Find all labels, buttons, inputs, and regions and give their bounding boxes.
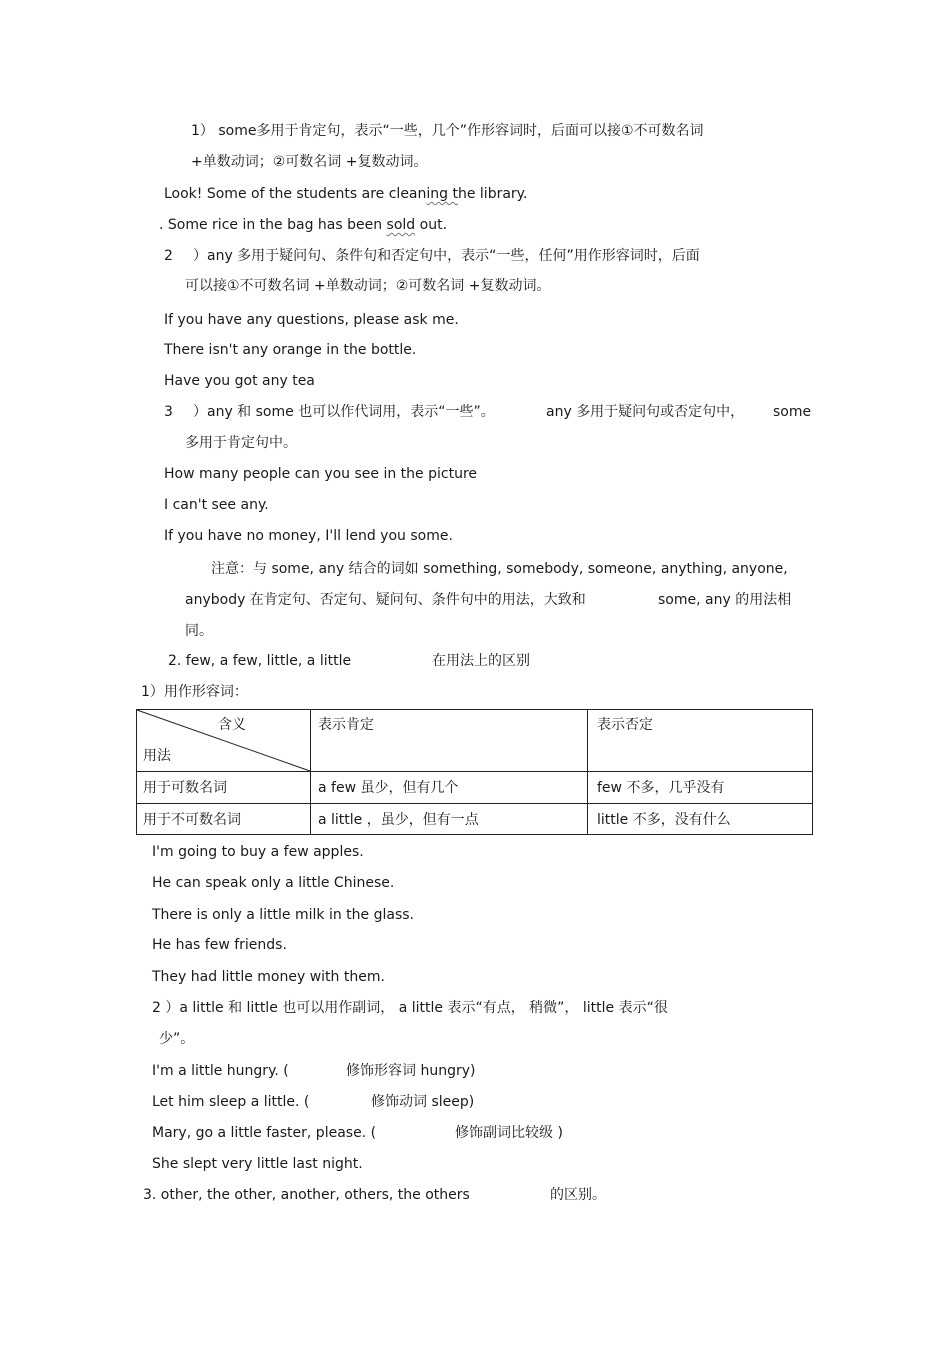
subheading: 1）用作形容词： <box>141 684 248 700</box>
example-gloss: 修饰副词比较级 ) <box>455 1125 563 1141</box>
example-line: I'm a little hungry. ( <box>152 1063 289 1079</box>
note-line-2b: some, any 的用法相 <box>658 592 792 608</box>
para-3-line-2: 多用于肯定句中。 <box>185 435 297 451</box>
para-adverb-line-2: 少”。 <box>159 1031 195 1047</box>
example-line: Mary, go a little faster, please. ( <box>152 1125 377 1141</box>
example-line <box>159 215 447 235</box>
para-2-line-2: 可以接①不可数名词 +单数动词；②可数名词 +复数动词。 <box>185 278 551 294</box>
table-cell-negative: few 不多，几乎没有 <box>597 780 725 796</box>
table-cell-usage: 用于可数名词 <box>143 780 227 796</box>
example-text: Look! Some of the students are clean <box>164 186 427 202</box>
item-number: 3 <box>164 404 173 420</box>
header-positive: 表示肯定 <box>318 717 374 733</box>
example-line: If you have any questions, please ask me. <box>164 312 459 328</box>
example-gloss: 修饰形容词 hungry) <box>346 1063 476 1079</box>
example-line: If you have no money, I'll lend you some. <box>164 528 453 544</box>
note-line-1: 注意：与 some, any 结合的词如 something, somebody, someone, anything, anyone, <box>211 561 788 577</box>
para-3-line-1b: any 多用于疑问句或否定句中， <box>546 404 745 420</box>
section-heading: 3. other, the other, another, others, the others <box>143 1187 470 1203</box>
header-meaning: 含义 <box>218 717 246 733</box>
example-line: He has few friends. <box>152 937 287 953</box>
marked-text: sold <box>386 217 416 233</box>
example-line: He can speak only a little Chinese. <box>152 875 395 891</box>
usage-table <box>136 709 813 835</box>
section-heading: 2. few, a few, little, a little <box>168 653 352 669</box>
para-2-line-1: ）any 多用于疑问句、条件句和否定句中，表示“一些，任何”用作形容词时，后面 <box>193 248 700 264</box>
para-1-line-1: 1） some多用于肯定句，表示“一些，几个”作形容词时，后面可以接①不可数名词 <box>191 123 704 139</box>
table-cell-usage: 用于不可数名词 <box>143 812 241 828</box>
example-line: Have you got any tea <box>164 373 315 389</box>
example-text: . Some rice in the bag has been <box>159 217 387 233</box>
header-usage: 用法 <box>143 748 171 764</box>
example-line: Let him sleep a little. ( <box>152 1094 310 1110</box>
section-heading-tail: 在用法上的区别 <box>432 653 530 669</box>
para-adverb-line-1: 2 ）a little 和 little 也可以用作副词， a little 表示“有点， 稍微”， little 表示“很 <box>152 1000 668 1016</box>
section-heading-tail: 的区别。 <box>550 1187 606 1203</box>
example-text: out. <box>415 217 448 233</box>
table-cell-positive: a few 虽少，但有几个 <box>318 780 459 796</box>
note-line-2a: anybody 在肯定句、否定句、疑问句、条件句中的用法，大致和 <box>185 592 586 608</box>
marked-text: ing t <box>426 186 458 202</box>
example-line: There is only a little milk in the glass. <box>152 907 414 923</box>
example-line: How many people can you see in the picture <box>164 466 478 482</box>
note-line-3: 同。 <box>185 623 213 639</box>
para-3-line-1a: ）any 和 some 也可以作代词用，表示“一些”。 <box>193 404 495 420</box>
example-gloss: 修饰动词 sleep) <box>371 1094 475 1110</box>
item-number: 2 <box>164 248 173 264</box>
example-line <box>164 184 527 204</box>
example-line: She slept very little last night. <box>152 1156 363 1172</box>
example-text: he library. <box>457 186 528 202</box>
example-line: I'm going to buy a few apples. <box>152 844 364 860</box>
header-negative: 表示否定 <box>597 717 653 733</box>
example-line: I can't see any. <box>164 497 269 513</box>
example-line: There isn't any orange in the bottle. <box>164 342 417 358</box>
table-cell-negative: little 不多，没有什么 <box>597 812 731 828</box>
para-1-line-2: +单数动词；②可数名词 +复数动词。 <box>191 154 428 170</box>
table-cell-positive: a little ，虽少，但有一点 <box>318 812 479 828</box>
example-line: They had little money with them. <box>152 969 385 985</box>
para-3-line-1c: some <box>773 404 812 420</box>
